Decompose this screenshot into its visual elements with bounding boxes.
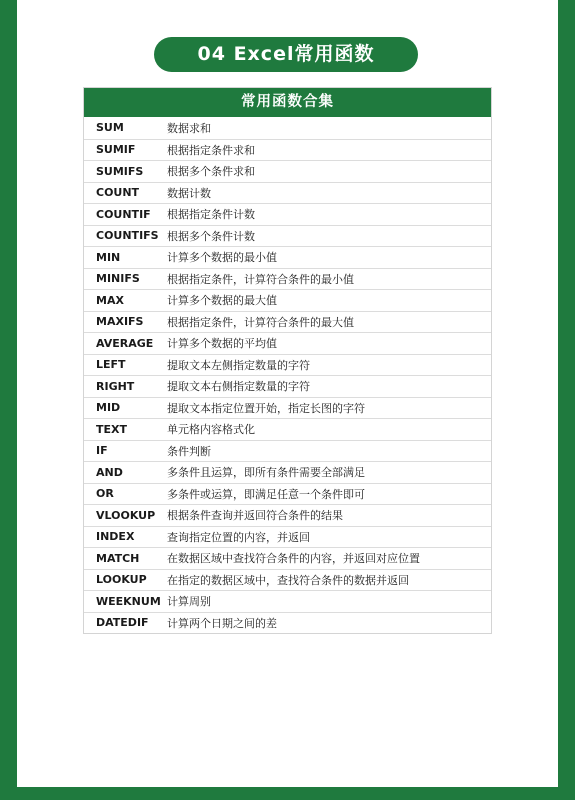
function-description: 条件判断 [167,444,211,458]
table-row [84,139,491,161]
function-description: 根据指定条件，计算符合条件的最大值 [167,315,354,329]
function-name: SUMIFS [96,164,144,178]
function-description: 根据多个条件求和 [167,165,255,179]
function-description: 计算周别 [167,595,211,609]
function-description: 在指定的数据区域中，查找符合条件的数据并返回 [167,573,409,587]
table-row [84,268,491,290]
function-name: IF [96,444,108,458]
function-description: 根据多个条件计数 [167,229,255,243]
table-row [84,590,491,612]
function-description: 根据指定条件计数 [167,208,255,222]
table-row [84,289,491,311]
function-description: 提取文本右侧指定数量的字符 [167,380,310,394]
function-name: SUMIF [96,143,136,157]
function-table [83,87,492,634]
function-name: VLOOKUP [96,508,156,522]
function-name: MATCH [96,551,140,565]
function-name: COUNTIFS [96,229,159,243]
function-name: MINIFS [96,272,140,286]
table-row [84,483,491,505]
table-body [84,117,491,633]
table-row [84,332,491,354]
table-row [84,397,491,419]
function-name: MAX [96,293,124,307]
function-description: 多条件且运算，即所有条件需要全部满足 [167,466,365,480]
table-row [84,311,491,333]
function-description: 计算多个数据的最小值 [167,251,277,265]
function-description: 根据条件查询并返回符合条件的结果 [167,509,343,523]
function-description: 数据求和 [167,121,211,135]
function-description: 计算多个数据的最大值 [167,294,277,308]
table-row [84,547,491,569]
function-description: 提取文本指定位置开始，指定长图的字符 [167,401,365,415]
table-row [84,203,491,225]
table-row [84,117,491,139]
function-name: MID [96,401,121,415]
table-row [84,225,491,247]
table-row [84,526,491,548]
function-description: 查询指定位置的内容，并返回 [167,530,310,544]
function-description: 根据指定条件求和 [167,143,255,157]
table-row [84,160,491,182]
function-name: INDEX [96,530,135,544]
function-description: 多条件或运算，即满足任意一个条件即可 [167,487,365,501]
function-name: COUNTIF [96,207,151,221]
table-row [84,246,491,268]
function-name: AND [96,465,123,479]
page-title: 04 Excel常用函数 [154,37,418,72]
function-name: OR [96,487,114,501]
function-name: COUNT [96,186,140,200]
table-row [84,418,491,440]
table-row [84,569,491,591]
table-row [84,504,491,526]
function-name: DATEDIF [96,616,149,630]
table-row [84,182,491,204]
function-name: SUM [96,121,124,135]
function-name: LOOKUP [96,573,147,587]
table-header: 常用函数合集 [84,88,491,117]
function-name: LEFT [96,358,126,372]
function-description: 数据计数 [167,186,211,200]
table-row [84,375,491,397]
function-description: 在数据区域中查找符合条件的内容，并返回对应位置 [167,552,420,566]
function-name: RIGHT [96,379,135,393]
function-name: AVERAGE [96,336,154,350]
function-description: 提取文本左侧指定数量的字符 [167,358,310,372]
table-row [84,354,491,376]
table-row [84,461,491,483]
function-description: 计算多个数据的平均值 [167,337,277,351]
function-name: MAXIFS [96,315,144,329]
function-name: WEEKNUM [96,594,161,608]
table-row [84,440,491,462]
function-name: TEXT [96,422,128,436]
function-description: 计算两个日期之间的差 [167,616,277,630]
function-description: 单元格内容格式化 [167,423,255,437]
function-name: MIN [96,250,121,264]
table-row [84,612,491,634]
function-description: 根据指定条件，计算符合条件的最小值 [167,272,354,286]
